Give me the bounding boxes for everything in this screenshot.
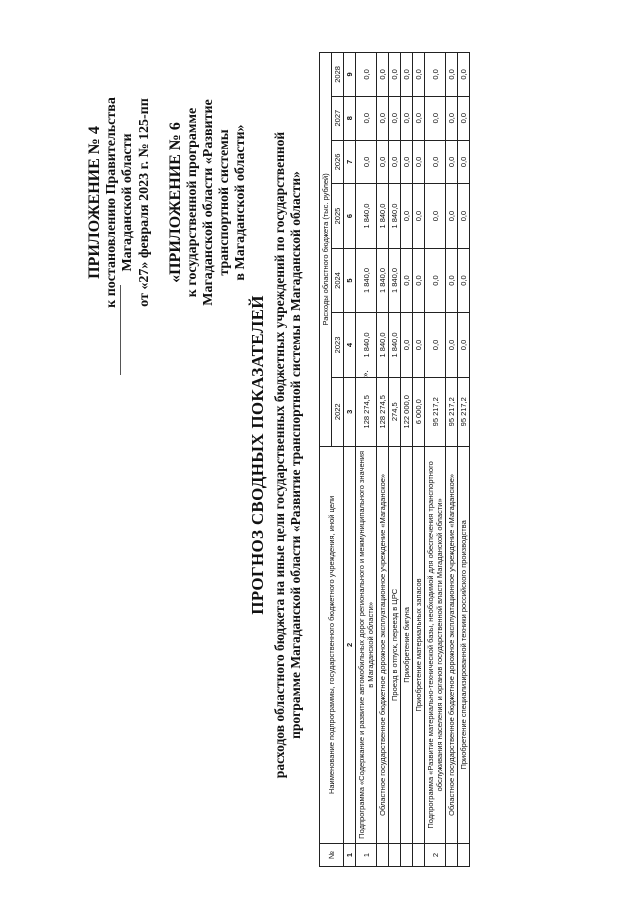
- header-line: к государственной программе: [185, 107, 201, 298]
- row-value: 0,0: [401, 96, 413, 140]
- row-value: 0,0: [401, 140, 413, 184]
- header-no: №: [320, 843, 344, 866]
- title-sub-1: расходов областного бюджета на иные цели государственных бюджетных учреждений по государственной: [272, 131, 287, 779]
- row-value: 1 840,0: [356, 184, 377, 248]
- row-value: 0,0: [401, 248, 413, 312]
- row-value: 95 217,2: [446, 377, 458, 446]
- row-value: 274,5: [389, 377, 401, 446]
- row-value: 1 840,0: [377, 248, 389, 312]
- row-value: 0,0: [425, 140, 446, 184]
- column-number: 9: [344, 53, 356, 97]
- row-value: 0,0: [401, 184, 413, 248]
- row-value: 0,0: [413, 53, 425, 97]
- year-header: 2028: [332, 53, 344, 97]
- year-header: 2026: [332, 140, 344, 184]
- row-value: 0,0: [458, 53, 470, 97]
- table-row: [458, 53, 470, 867]
- row-value: 1 840,0: [356, 313, 377, 377]
- year-header: 2027: [332, 96, 344, 140]
- row-value: 0,0: [458, 313, 470, 377]
- row-value: 0,0: [446, 313, 458, 377]
- row-name: Приобретение материальных запасов: [413, 446, 425, 843]
- table-row: [356, 53, 377, 867]
- header-date: от «27» февраля 2023 г. № 125-пп: [136, 98, 152, 307]
- column-number: 1: [344, 843, 356, 866]
- row-number: [401, 843, 413, 866]
- row-value: 0,0: [458, 184, 470, 248]
- row-value: 0,0: [356, 140, 377, 184]
- row-value: 0,0: [425, 184, 446, 248]
- year-header: 2023: [332, 313, 344, 377]
- row-value: 0,0: [458, 248, 470, 312]
- row-value: 128 274,5: [356, 377, 377, 446]
- table-row: [425, 53, 446, 867]
- footer-line: [120, 285, 121, 375]
- row-value: 128 274,5: [377, 377, 389, 446]
- row-value: 0,0: [401, 313, 413, 377]
- table-row: [401, 53, 413, 867]
- table-row: [446, 53, 458, 867]
- row-value: 0,0: [446, 53, 458, 97]
- row-value: 0,0: [377, 140, 389, 184]
- row-value: 0,0: [389, 96, 401, 140]
- row-name: Подпрограмма «Развитие материально-технической базы, необходимой для обеспечения транспортного обслуживания населения и органов государственной власти Магаданской области»: [425, 446, 446, 843]
- header-line: Магаданской области: [120, 133, 136, 272]
- header-line: Магаданской области «Развитие: [201, 99, 217, 306]
- column-number: 7: [344, 140, 356, 184]
- row-value: 0,0: [413, 313, 425, 377]
- row-value: 1 840,0: [389, 313, 401, 377]
- row-name: Приобретение специализированной техники российского производства: [458, 446, 470, 843]
- year-header: 2022: [332, 377, 344, 446]
- row-name: Областное государственное бюджетное дорожное эксплуатационное учреждение «Магаданское»: [377, 446, 389, 843]
- row-value: 0,0: [446, 96, 458, 140]
- approval-header: [86, 85, 249, 320]
- row-number: [389, 843, 401, 866]
- document-title: [248, 35, 304, 875]
- row-name: Областное государственное бюджетное дорожное эксплуатационное учреждение «Магаданское»: [446, 446, 458, 843]
- year-header: 2024: [332, 248, 344, 312]
- header-line: к постановлению Правительства: [104, 97, 120, 308]
- closing-quote: ».: [360, 370, 370, 377]
- column-number: 8: [344, 96, 356, 140]
- row-value: 1 840,0: [377, 184, 389, 248]
- row-value: 0,0: [377, 53, 389, 97]
- appendix-title: ПРИЛОЖЕНИЕ № 4: [86, 126, 103, 279]
- row-value: 0,0: [356, 96, 377, 140]
- table-row: [377, 53, 389, 867]
- row-value: 0,0: [413, 248, 425, 312]
- row-value: 1 840,0: [389, 248, 401, 312]
- budget-table: [319, 52, 470, 867]
- column-number: 2: [344, 446, 356, 843]
- row-value: 0,0: [446, 184, 458, 248]
- column-number: 4: [344, 313, 356, 377]
- row-value: 0,0: [413, 140, 425, 184]
- column-number: 5: [344, 248, 356, 312]
- row-number: [413, 843, 425, 866]
- row-value: 0,0: [425, 313, 446, 377]
- row-value: 0,0: [401, 53, 413, 97]
- title-main: ПРОГНОЗ СВОДНЫХ ПОКАЗАТЕЛЕЙ: [248, 295, 267, 615]
- table-body: [356, 53, 470, 867]
- table-row: [413, 53, 425, 867]
- header-name: Наименование подпрограммы, государственного бюджетного учреждения, иной цели: [320, 446, 344, 843]
- year-header: 2025: [332, 184, 344, 248]
- title-sub-2: программе Магаданской области «Развитие транспортной системы в Магаданской области»: [287, 171, 303, 739]
- row-name: Проезд в отпуск, переезд в ЦРС: [389, 446, 401, 843]
- row-value: 0,0: [425, 53, 446, 97]
- row-value: 6 000,0: [413, 377, 425, 446]
- row-value: 0,0: [425, 248, 446, 312]
- row-value: 1 840,0: [389, 184, 401, 248]
- row-value: 0,0: [413, 184, 425, 248]
- column-number: 6: [344, 184, 356, 248]
- column-number: 3: [344, 377, 356, 446]
- row-value: 0,0: [425, 96, 446, 140]
- row-value: 0,0: [458, 140, 470, 184]
- row-value: 0,0: [458, 96, 470, 140]
- appendix-title-2: «ПРИЛОЖЕНИЕ № 6: [166, 122, 184, 283]
- row-number: 2: [425, 843, 446, 866]
- row-value: 0,0: [446, 140, 458, 184]
- column-numbers-row: [344, 53, 356, 867]
- row-value: 0,0: [446, 248, 458, 312]
- row-value: 0,0: [389, 53, 401, 97]
- row-number: 1: [356, 843, 377, 866]
- row-number: [446, 843, 458, 866]
- row-value: 1 840,0: [356, 248, 377, 312]
- row-value: 122 000,0: [401, 377, 413, 446]
- row-value: 0,0: [389, 140, 401, 184]
- table-row: [389, 53, 401, 867]
- row-value: 0,0: [413, 96, 425, 140]
- header-line: транспортной системы: [217, 129, 233, 276]
- row-value: 95 217,2: [425, 377, 446, 446]
- row-number: [377, 843, 389, 866]
- row-name: Подпрограмма «Содержание и развитие автомобильных дорог регионального и межмуниципального значения в Магаданской области»: [356, 446, 377, 843]
- header-expenses: Расходы областного бюджета (тыс. рублей): [320, 53, 332, 447]
- row-value: 0,0: [377, 96, 389, 140]
- row-name: Приобретение бигуна: [401, 446, 413, 843]
- row-value: 95 217,2: [458, 377, 470, 446]
- header-line: в Магаданской области»: [233, 124, 249, 281]
- row-value: 1 840,0: [377, 313, 389, 377]
- row-value: 0,0: [356, 53, 377, 97]
- row-number: [458, 843, 470, 866]
